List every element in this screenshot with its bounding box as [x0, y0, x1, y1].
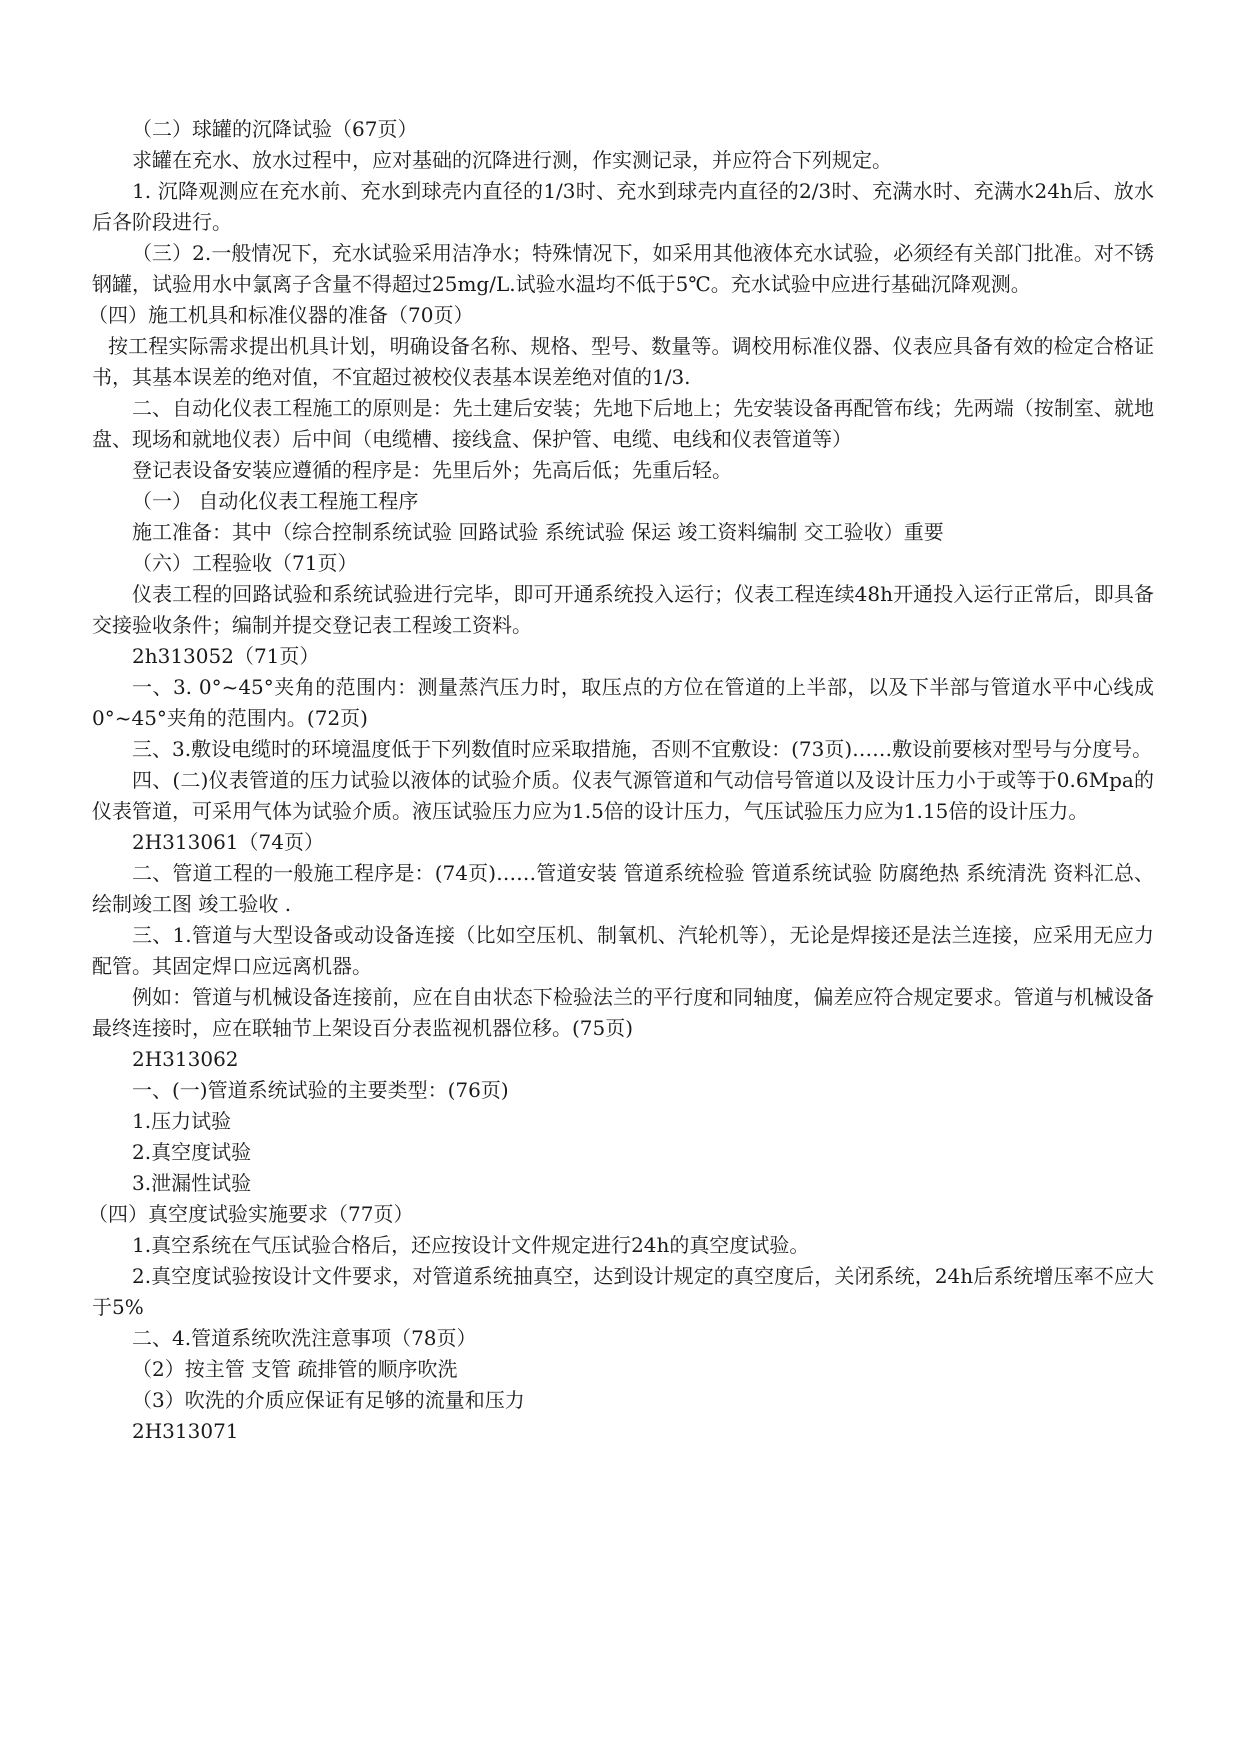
paragraph: 例如：管道与机械设备连接前，应在自由状态下检验法兰的平行度和同轴度，偏差应符合规定要求。管道与机械设备最终连接时，应在联轴节上架设百分表监视机器位移。(75页)	[92, 985, 1154, 1040]
list-item: 3.泄漏性试验	[132, 1171, 252, 1195]
list-item: 2.真空度试验按设计文件要求，对管道系统抽真空，达到设计规定的真空度后，关闭系统，24h后系统增压率不应大于5%	[92, 1264, 1154, 1319]
section-heading: 一、(一)管道系统试验的主要类型：(76页)	[132, 1078, 509, 1102]
paragraph: 二、管道工程的一般施工程序是：(74页)……管道安装 管道系统检验 管道系统试验 防腐绝热 系统清洗 资料汇总、绘制竣工图 竣工验收 .	[92, 861, 1154, 916]
paragraph: 登记表设备安装应遵循的程序是：先里后外；先高后低；先重后轻。	[132, 458, 732, 482]
list-item: （2）按主管 支管 疏排管的顺序吹洗	[132, 1357, 458, 1381]
paragraph: 求罐在充水、放水过程中，应对基础的沉降进行测，作实测记录，并应符合下列规定。	[132, 148, 892, 172]
paragraph: 仪表工程的回路试验和系统试验进行完毕，即可开通系统投入运行；仪表工程连续48h开通投入运行正常后，即具备交接验收条件；编制并提交登记表工程竣工资料。	[92, 582, 1154, 637]
paragraph: 按工程实际需求提出机具计划，明确设备名称、规格、型号、数量等。调校用标准仪器、仪表应具备有效的检定合格证书，其基本误差的绝对值，不宜超过被校仪表基本误差绝对值的1/3.	[92, 334, 1154, 389]
section-code: 2h313052（71页）	[132, 644, 320, 668]
list-item: 2.真空度试验	[132, 1140, 252, 1164]
paragraph: 三、1.管道与大型设备或动设备连接（比如空压机、制氧机、汽轮机等），无论是焊接还是法兰连接，应采用无应力配管。其固定焊口应远离机器。	[92, 923, 1154, 978]
section-code: 2H313071	[132, 1419, 239, 1443]
list-item: （3）吹洗的介质应保证有足够的流量和压力	[132, 1388, 525, 1412]
document-page	[88, 114, 1154, 1447]
paragraph: 三、3.敷设电缆时的环境温度低于下列数值时应采取措施，否则不宜敷设：(73页)……敷设前要核对型号与分度号。	[132, 737, 1153, 761]
paragraph: （三）2.一般情况下，充水试验采用洁净水；特殊情况下，如采用其他液体充水试验，必须经有关部门批准。对不锈钢罐，试验用水中氯离子含量不得超过25mg/L.试验水温均不低于5℃。充水试验中应进行基础沉降观测。	[92, 241, 1154, 296]
section-heading: 二、4.管道系统吹洗注意事项（78页）	[132, 1326, 477, 1350]
section-heading: （六）工程验收（71页）	[132, 551, 358, 575]
list-item: 1.压力试验	[132, 1109, 232, 1133]
paragraph: 1. 沉降观测应在充水前、充水到球壳内直径的1/3时、充水到球壳内直径的2/3时、充满水时、充满水24h后、放水后各阶段进行。	[92, 179, 1154, 234]
section-heading: （四）施工机具和标准仪器的准备（70页）	[88, 303, 474, 327]
paragraph: 施工准备：其中（综合控制系统试验 回路试验 系统试验 保运 竣工资料编制 交工验收）重要	[132, 520, 944, 544]
list-item: 1.真空系统在气压试验合格后，还应按设计文件规定进行24h的真空度试验。	[132, 1233, 810, 1257]
section-code: 2H313061（74页）	[132, 830, 324, 854]
section-heading: （一） 自动化仪表工程施工程序	[132, 489, 419, 513]
paragraph: 二、自动化仪表工程施工的原则是：先土建后安装；先地下后地上；先安装设备再配管布线；先两端（按制室、就地盘、现场和就地仪表）后中间（电缆槽、接线盒、保护管、电缆、电线和仪表管道等）	[92, 396, 1154, 451]
section-code: 2H313062	[132, 1047, 239, 1071]
paragraph: 一、3. 0°~45°夹角的范围内：测量蒸汽压力时，取压点的方位在管道的上半部，以及下半部与管道水平中心线成0°~45°夹角的范围内。(72页)	[92, 675, 1154, 730]
section-heading: （四）真空度试验实施要求（77页）	[88, 1202, 414, 1226]
paragraph: 四、(二)仪表管道的压力试验以液体的试验介质。仪表气源管道和气动信号管道以及设计压力小于或等于0.6Mpa的仪表管道，可采用气体为试验介质。液压试验压力应为1.5倍的设计压力，气压试验压力应为1.15倍的设计压力。	[92, 768, 1154, 823]
paragraph: （二）球罐的沉降试验（67页）	[132, 117, 418, 141]
